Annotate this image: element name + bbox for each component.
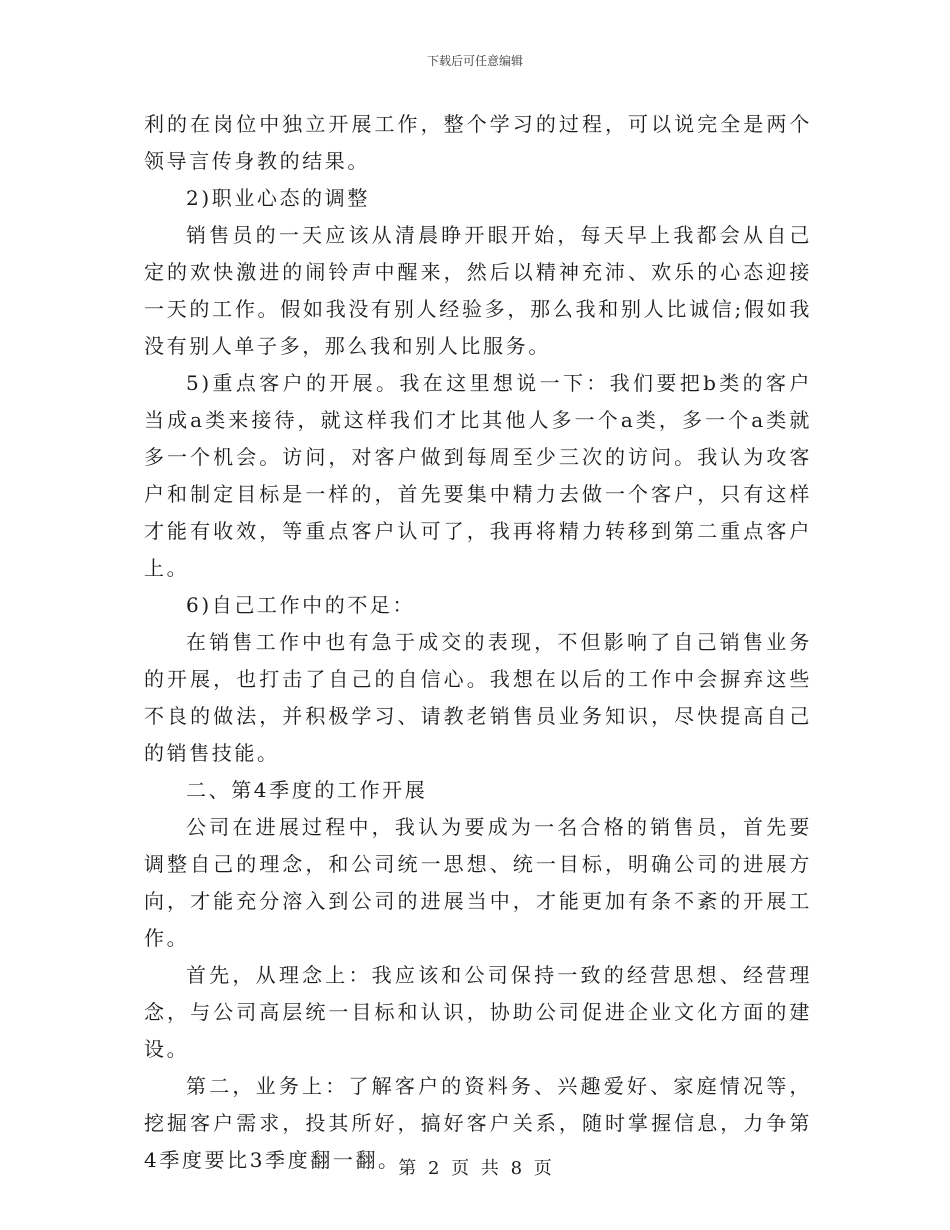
paragraph: 公司在进展过程中，我认为要成为一名合格的销售员，首先要调整自己的理念，和公司统一思想、统一目标，明确公司的进展方向，才能充分溶入到公司的进展当中，才能更加有条不紊的开展工作。 — [144, 815, 812, 950]
paragraph: 2)职业心态的调整 — [186, 186, 370, 210]
paragraph: 第二，业务上：了解客户的资料务、兴趣爱好、家庭情况等，挖掘客户需求，投其所好，搞好客户关系，随时掌握信息，力争第4季度要比3季度翻一翻。 — [144, 1074, 812, 1172]
page-header-note: 下载后可任意编辑 — [426, 54, 523, 68]
paragraph: 首先，从理念上：我应该和公司保持一致的经营思想、经营理念，与公司高层统一目标和认识，协助公司促进企业文化方面的建设。 — [144, 963, 812, 1061]
section-heading: 二、第4季度的工作开展 — [186, 778, 428, 802]
page-number-footer: 第 2 页 共 8 页 — [398, 1158, 552, 1179]
paragraph: 利的在岗位中独立开展工作，整个学习的过程，可以说完全是两个领导言传身教的结果。 — [144, 112, 812, 173]
paragraph: 6)自己工作中的不足： — [186, 593, 416, 617]
paragraph: 5)重点客户的开展。我在这里想说一下：我们要把b类的客户当成a类来接待，就这样我们才比其他人多一个a类，多一个a类就多一个机会。访问，对客户做到每周至少三次的访问。我认为攻客户和制定目标是一样的，首先要集中精力去做一个客户，只有这样才能有收效，等重点客户认可了，我再将精力转移到第二重点客户上。 — [144, 371, 812, 580]
paragraph: 在销售工作中也有急于成交的表现，不但影响了自己销售业务的开展，也打击了自己的自信心。我想在以后的工作中会摒弃这些不良的做法，并积极学习、请教老销售员业务知识，尽快提高自己的销售技能。 — [144, 630, 812, 765]
document-body — [144, 106, 812, 1179]
paragraph: 销售员的一天应该从清晨睁开眼开始，每天早上我都会从自己定的欢快激进的闹铃声中醒来，然后以精神充沛、欢乐的心态迎接一天的工作。假如我没有别人经验多，那么我和别人比诚信;假如我没有别人单子多，那么我和别人比服务。 — [144, 223, 812, 358]
